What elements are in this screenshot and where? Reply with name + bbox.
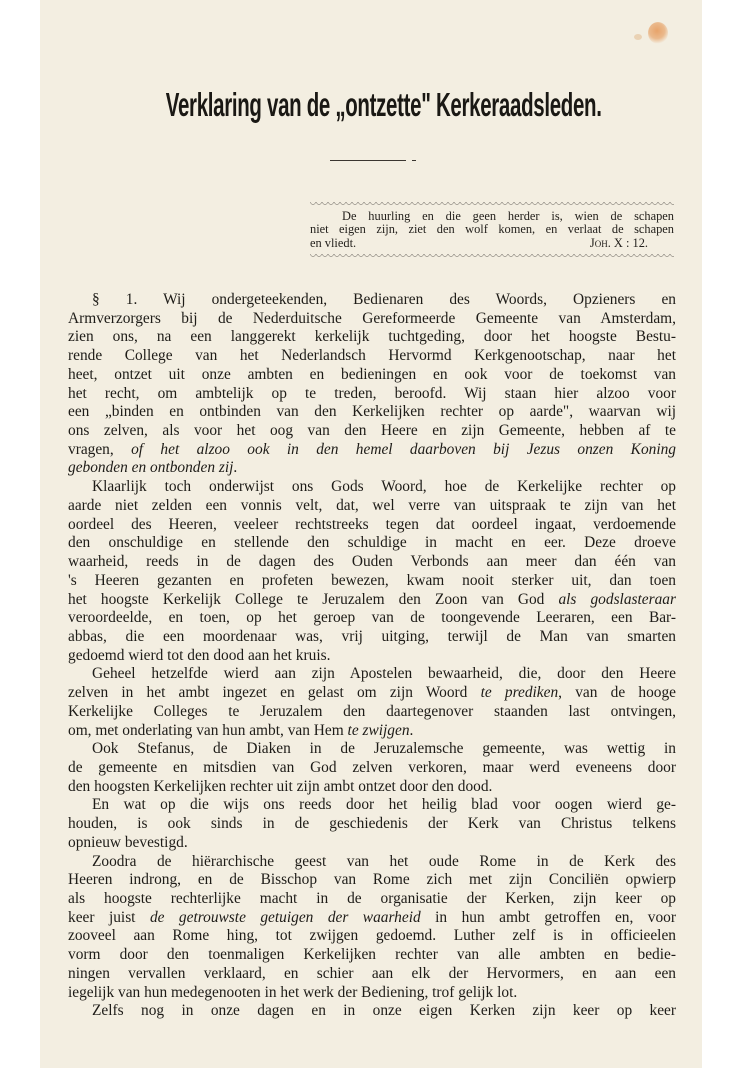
epigraph-reference: Joh. X : 12.	[589, 235, 648, 250]
text-line	[68, 722, 676, 741]
paper-stain	[648, 22, 668, 44]
text-run: zelven in het ambt ingezet en gelast om zijn Woord	[68, 684, 481, 702]
text-line	[68, 834, 676, 853]
paragraph-p2	[68, 478, 676, 665]
text-line	[68, 684, 676, 703]
text-run: het hoogste Kerkelijk College te Jeruzalem den Zoon van God	[68, 590, 559, 608]
paragraph-p7	[68, 1002, 676, 1021]
text-line	[68, 965, 676, 984]
epigraph-text	[310, 210, 674, 250]
epigraph-line: niet eigen zijn, ziet den wolf komen, en verlaat de schapen	[310, 222, 674, 237]
text-run: den onschuldige en stellende den schuldige in macht en eer. Deze droeve	[68, 534, 676, 552]
text-run: 's Heeren gezanten en profeten bewezen, kwam nooit sterker uit, dan toen	[68, 571, 676, 589]
text-line	[68, 946, 676, 965]
body-text	[68, 291, 676, 1021]
text-line	[68, 890, 676, 909]
text-run: aarde niet zelden een vonnis velt, dat, wel verre van uitspraak te zijn van het	[68, 496, 676, 514]
text-line	[68, 665, 676, 684]
italic-text: te zwijgen	[347, 721, 410, 739]
epigraph-top-rule	[310, 202, 674, 206]
text-line	[68, 328, 676, 347]
text-run: Geheel hetzelfde wierd aan zijn Apostelen bewaarheid, die, door den Heere	[92, 665, 676, 683]
text-run: .	[409, 721, 414, 739]
book-page	[40, 0, 702, 1068]
italic-text: als godslasteraar	[558, 590, 676, 608]
text-line	[68, 796, 676, 815]
epigraph-line: en vliedt.	[310, 235, 357, 250]
text-run: als hoogste rechterlijke macht in de organisatie der Kerken, zijn keer op	[68, 890, 676, 907]
epigraph-bottom-rule	[310, 254, 674, 258]
text-run: vragen,	[68, 440, 132, 458]
title-divider-dash	[412, 160, 416, 161]
text-run: opnieuw bevestigd.	[68, 833, 188, 851]
text-run: , van de hooge	[558, 684, 676, 702]
text-run: houden, is ook sinds in de geschiedenis der Kerk van Christus telkens	[68, 815, 676, 833]
text-line	[68, 459, 676, 478]
text-run: zooveel aan Rome hing, tot zwijgen gedoemd. Luther zelf is in officieelen	[68, 927, 676, 945]
text-run: En wat op die wijs ons reeds door het heilig blad voor oogen wierd ge-	[92, 796, 676, 814]
text-run: waarheid, reeds in de dagen des Ouden Verbonds aan meer dan één van	[68, 553, 676, 571]
paragraph-p3	[68, 665, 676, 740]
text-run: keer juist	[68, 908, 150, 926]
text-line	[68, 609, 676, 628]
paragraph-p6	[68, 853, 676, 1003]
text-run: om, met onderlating van hun ambt, van Hem	[68, 721, 348, 739]
page-title: Verklaring van de „ontzette" Kerkeraadsleden.	[165, 86, 602, 123]
text-run: in hun ambt getroffen en, voor	[420, 908, 676, 926]
epigraph-line: De huurling en die geen herder is, wien de schapen	[342, 209, 674, 223]
text-line	[68, 422, 676, 441]
text-run: veroordeelde, en toen, op het geroep van de toongevende Leeraren, een Bar-	[68, 609, 676, 627]
paragraph-p4	[68, 740, 676, 796]
italic-text: of het alzoo ook in den hemel daarboven bij Jezus onzen Koning	[131, 440, 676, 458]
italic-text: te prediken	[480, 684, 559, 702]
text-line	[68, 759, 676, 778]
text-run: Zelfs nog in onze dagen en in onze eigen Kerken zijn keer op keer	[92, 1002, 676, 1020]
text-run: rende College van het Nederlandsch Hervormd Kerkgenootschap, naar het	[68, 347, 676, 365]
text-line	[68, 1002, 676, 1021]
text-line	[68, 778, 676, 797]
text-run: een „binden en ontbinden van den Kerkelijken rechter op aarde", waarvan wij	[68, 403, 676, 421]
text-run: Zoodra de hiërarchische geest van het oude Rome in de Kerk des	[92, 852, 676, 870]
text-line	[68, 927, 676, 946]
text-line	[68, 441, 676, 460]
text-run: Klaarlijk toch onderwijst ons Gods Woord, hoe de Kerkelijke rechter op	[92, 478, 676, 496]
text-line	[68, 478, 676, 497]
text-run: ons zelven, als voor het oog van den Heere en zijn Gemeente, hebben af te	[68, 422, 676, 440]
text-run: .	[233, 459, 238, 477]
text-run: abbas, die een moordenaar was, vrij uitging, terwijl de Man van smarten	[68, 627, 676, 645]
text-line	[68, 703, 676, 722]
text-line	[68, 647, 676, 666]
text-run: iegelijk van hun medegenooten in het werk der Bediening, trof gelijk lot.	[68, 983, 518, 1001]
paragraph-p1	[68, 291, 676, 478]
text-line	[68, 497, 676, 516]
text-line	[68, 853, 676, 872]
text-line	[68, 385, 676, 404]
text-line	[68, 516, 676, 535]
text-run: Ook Stefanus, de Diaken in de Jeruzalemsche gemeente, was wettig in	[92, 740, 676, 758]
text-line	[68, 347, 676, 366]
text-line	[68, 403, 676, 422]
paragraph-p5	[68, 796, 676, 852]
text-run: Armverzorgers bij de Nederduitsche Gereformeerde Gemeente van Amsterdam,	[68, 309, 676, 327]
text-line	[68, 534, 676, 553]
text-run: Kerkelijke Colleges te Jeruzalem den daartegenover staanden last ontvingen,	[68, 702, 676, 720]
text-line	[68, 572, 676, 591]
italic-text: de getrouwste getuigen der waarheid	[149, 908, 421, 926]
epigraph	[310, 202, 674, 258]
text-line	[68, 909, 676, 928]
text-run: oordeel des Heeren, veeleer rechtstreeks tegen dat oordeel ingaat, verdoemende	[68, 515, 676, 533]
text-line	[68, 984, 676, 1003]
text-run: gedoemd wierd tot den dood aan het kruis.	[68, 646, 331, 664]
text-run: Heeren indrong, en de Bisschop van Rome zich met zijn Conciliën opwierp	[68, 871, 676, 889]
text-line	[68, 628, 676, 647]
text-line	[68, 815, 676, 834]
epigraph-last-line	[310, 237, 674, 250]
text-run: het recht, om ambtelijk op te treden, beroofd. Wij staan hier alzoo voor	[68, 384, 676, 402]
text-line	[68, 740, 676, 759]
text-line	[68, 871, 676, 890]
text-line	[68, 591, 676, 610]
text-run: den hoogsten Kerkelijken rechter uit zijn ambt ontzet door den dood.	[68, 777, 493, 795]
paper-stain-small	[634, 34, 642, 40]
text-run: zien ons, na een langgerekt kerkelijk tuchtgeding, door het hoogste Bestu-	[68, 328, 676, 346]
text-run: heet, ontzet uit onze ambten en bedieningen en ook voor de toekomst van	[68, 365, 676, 383]
text-run: vorm door den toenmaligen Kerkelijken rechter van alle ambten en bedie-	[68, 946, 676, 964]
title-divider	[330, 160, 406, 161]
text-line	[68, 310, 676, 329]
text-run: § 1. Wij ondergeteekenden, Bedienaren des Woords, Opzieners en	[92, 291, 676, 308]
text-run: ningen vervallen verklaard, en schier aan elk der Hervormers, en aan een	[68, 964, 676, 982]
text-run: de gemeente en mitsdien van God zelven verkoren, maar werd eveneens door	[68, 758, 676, 776]
italic-text: gebonden en ontbonden zij	[68, 459, 234, 477]
text-line	[68, 553, 676, 572]
text-line	[68, 366, 676, 385]
text-line	[68, 291, 676, 310]
